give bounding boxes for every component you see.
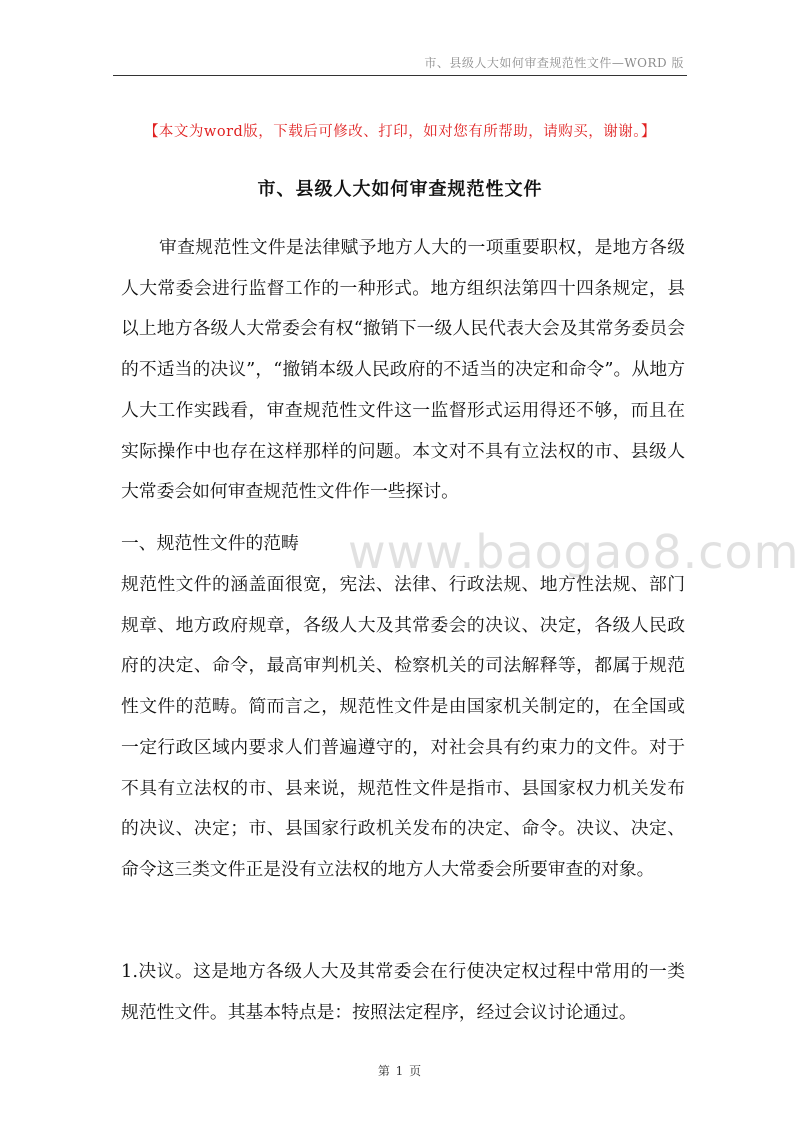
- running-header: 市、县级人大如何审查规范性文件—WORD 版: [424, 56, 684, 70]
- watermark: www.baogao8.com: [348, 525, 800, 579]
- section-heading-scope: 一、规范性文件的范畴: [121, 533, 299, 554]
- scope-paragraph: 规范性文件的涵盖面很宽，宪法、法律、行政法规、地方性法规、部门规章、地方政府规章，各级人大及其常委会的决议、决定，各级人民政府的决定、命令，最高审判机关、检察机关的司法解释等，都属于规范性文件的范畴。简而言之，规范性文件是由国家机关制定的，在全国或一定行政区域内要求人们普遍遵守的，对社会具有约束力的文件。对于不具有立法权的市、县来说，规范性文件是指市、县国家权力机关发布的决议、决定；市、县国家行政机关发布的决定、命令。决议、决定、命令这三类文件正是没有立法权的地方人大常委会所要审查的对象。: [121, 574, 685, 880]
- intro-paragraph: 审查规范性文件是法律赋予地方人大的一项重要职权，是地方各级人大常委会进行监督工作的一种形式。地方组织法第四十四条规定，县以上地方各级人大常委会有权“撤销下一级人民代表大会及其常务委员会的不适当的决议”，“撤销本级人民政府的不适当的决定和命令”。从地方人大工作实践看，审查规范性文件这一监督形式运用得还不够，而且在实际操作中也存在这样那样的问题。本文对不具有立法权的市、县级人大常委会如何审查规范性文件作一些探讨。: [121, 237, 685, 503]
- resolution-paragraph: 1.决议。这是地方各级人大及其常委会在行使决定权过程中常用的一类规范性文件。其基本特点是：按照法定程序，经过会议讨论通过。: [121, 961, 685, 1023]
- download-notice: 【本文为word版，下载后可修改、打印，如对您有所帮助，请购买，谢谢。】: [143, 124, 657, 140]
- document-title: 市、县级人大如何审查规范性文件: [257, 179, 543, 200]
- page-number: 第 1 页: [377, 1064, 423, 1078]
- header-divider: [113, 75, 687, 76]
